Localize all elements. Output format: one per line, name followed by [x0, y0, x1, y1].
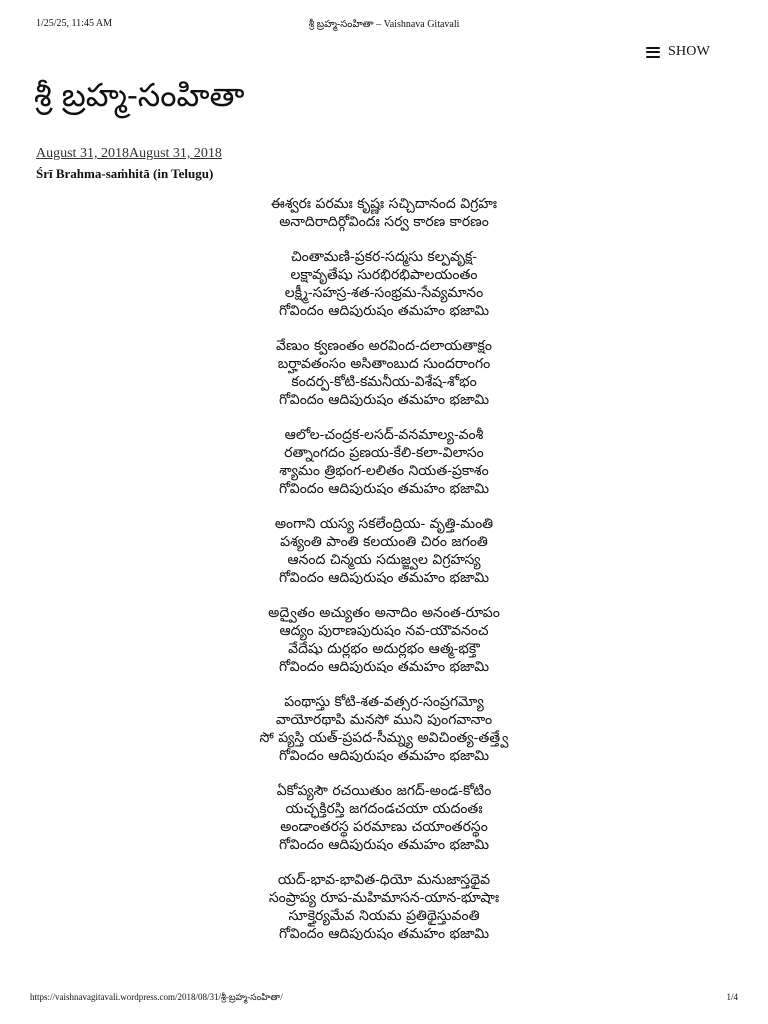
- print-header: [36, 18, 732, 32]
- poem-line: వేదేషు దుర్లభం అదుర్లభం ఆత్మ-భక్తౌ: [288, 641, 480, 657]
- poem-line: గోవిందం ఆదిపురుషం తమహం భజామి: [278, 837, 490, 853]
- poem-line: వాయోరథాపి మనసో ముని పుంగవానాం: [275, 712, 493, 728]
- poem-stanza: [120, 604, 648, 676]
- post-date: [36, 146, 222, 162]
- hamburger-icon: [646, 47, 660, 58]
- poem-line: కందర్ప-కోటి-కమనీయ-విశేష-శోభం: [291, 374, 477, 390]
- poem-line: శ్యామం త్రిభంగ-లలితం నియత-ప్రకాశం: [279, 463, 489, 479]
- print-page-number: 1/4: [726, 992, 738, 1002]
- poem-line: గోవిందం ఆదిపురుషం తమహం భజామి: [278, 748, 490, 764]
- poem-line: లక్ష్మీ-సహస్ర-శత-సంభ్రమ-సేవ్యమానం: [284, 285, 484, 301]
- poem-line: అంగాని యస్య సకలేంద్రియ- వృత్తి-మంతి: [274, 516, 494, 532]
- poem-line: రత్నాంగదం ప్రణయ-కేలి-కలా-విలాసం: [284, 445, 484, 461]
- poem-line: సూక్తైర్యమేవ నియమ ప్రతిథైస్తువంతి: [288, 908, 480, 924]
- poem-line: యద్-భావ-భావిత-ధియో మనుజాస్తథైవ: [277, 872, 491, 888]
- poem-stanza: [120, 426, 648, 498]
- menu-toggle-button[interactable]: [646, 44, 710, 60]
- poem-stanza: [120, 248, 648, 320]
- poem-line: ఏకోప్యసౌ రచయితుం జగద్-అండ-కోటిం: [276, 783, 492, 799]
- poem-line: గోవిందం ఆదిపురుషం తమహం భజామి: [278, 481, 490, 497]
- poem-line: సో ప్యస్తి యత్-ప్రపద-సీమ్న్య అవిచింత్య-తత్త్వే: [259, 730, 509, 746]
- print-footer: [30, 992, 738, 1004]
- poem-line: గోవిందం ఆదిపురుషం తమహం భజామి: [278, 570, 490, 586]
- print-page-title: శ్రీ బ్రహ్మ-సంహితా – Vaishnava Gitavali: [308, 19, 460, 30]
- poem-line: సంప్రాప్య రూప-మహిమాసన-యాన-భూషాః: [268, 890, 500, 906]
- poem-line: ఆనంద చిన్మయ సదుజ్జ్వల విగ్రహస్య: [287, 552, 481, 568]
- poem-stanza: [120, 195, 648, 231]
- poem-line: యచ్ఛక్తిరస్తి జగదండచయా యదంతః: [285, 801, 483, 817]
- page-title: శ్రీ బ్రహ్మ-సంహితా: [34, 76, 245, 114]
- poem-line: లక్షావృతేషు సురభిరభిపాలయంతం: [290, 267, 478, 283]
- poem-line: పశ్యంతి పాంతి కలయంతి చిరం జగంతి: [280, 534, 488, 550]
- post-subtitle: Śrī Brahma-saṁhitā (in Telugu): [36, 166, 214, 181]
- poem-stanza: [120, 871, 648, 943]
- poem-stanza: [120, 515, 648, 587]
- poem-line: చింతామణి-ప్రకర-సద్మసు కల్పవృక్ష-: [290, 249, 478, 265]
- poem-line: అండాంతరస్థ పరమాణు చయాంతరస్థం: [280, 819, 488, 835]
- poem-line: ఆలోల-చంద్రక-లసద్-వనమాల్య-వంశీ: [284, 427, 484, 443]
- poem-stanza: [120, 782, 648, 854]
- poem-stanza: [120, 693, 648, 765]
- poem-line: గోవిందం ఆదిపురుషం తమహం భజామి: [278, 303, 490, 319]
- post-date-published-link[interactable]: August 31, 2018: [36, 146, 129, 161]
- poem-line: గోవిందం ఆదిపురుషం తమహం భజామి: [278, 926, 490, 942]
- poem-stanza: [120, 337, 648, 409]
- poem-line: వేణుం క్వణంతం అరవింద-దలాయతాక్షం: [276, 338, 492, 354]
- print-timestamp: 1/25/25, 11:45 AM: [36, 18, 113, 29]
- poem-line: అనాదిరాదిర్గోవిందః సర్వ కారణ కారణం: [279, 214, 489, 230]
- poem-line: బర్హావతంసం అసితాంబుద సుందరాంగం: [277, 356, 491, 372]
- post-date-updated-link[interactable]: August 31, 2018: [128, 146, 222, 161]
- menu-toggle-label: SHOW: [668, 44, 711, 59]
- poem-line: గోవిందం ఆదిపురుషం తమహం భజామి: [278, 659, 490, 675]
- poem-line: ఆద్యం పురాణపురుషం నవ-యౌవనంచ: [279, 623, 489, 639]
- poem-body: [120, 195, 648, 960]
- poem-line: గోవిందం ఆదిపురుషం తమహం భజామి: [278, 392, 490, 408]
- poem-line: ఈశ్వరః పరమః కృష్ణః సచ్చిదానంద విగ్రహః: [270, 196, 498, 212]
- poem-line: పంథాస్తు కోటి-శత-వత్సర-సంప్రగమ్యో: [284, 694, 484, 710]
- poem-line: అద్వైతం అచ్యుతం అనాదిం అనంత-రూపం: [268, 605, 500, 621]
- print-url: https://vaishnavagitavali.wordpress.com/2018/08/31/శ్రీ-బ్రహ్మ-సంహితా/: [30, 992, 283, 1002]
